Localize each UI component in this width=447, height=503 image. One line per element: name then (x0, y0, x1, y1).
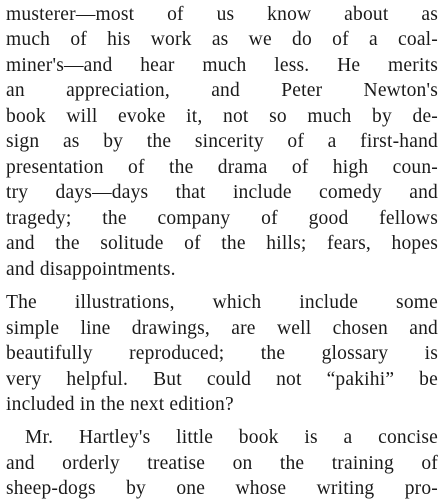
text-line: book will evoke it, not so much by de- (6, 106, 438, 127)
text-line: tragedy; the company of good fellows (6, 208, 438, 229)
text-line: included in the next edition? (6, 394, 234, 415)
text-line: simple line drawings, are well chosen and (6, 318, 438, 339)
text-line: very helpful. But could not “pakihi” be (6, 369, 438, 390)
text-line: much of his work as we do of a coal- (6, 29, 438, 50)
text-line: The illustrations, which include some (6, 292, 438, 313)
text-line: and the solitude of the hills; fears, hopes (6, 233, 438, 254)
text-line: beautifully reproduced; the glossary is (6, 343, 438, 364)
text-line: miner's—and hear much less. He merits (6, 55, 438, 76)
text-line: Mr. Hartley's little book is a concise (25, 427, 438, 448)
text-line: try days—days that include comedy and (6, 182, 438, 203)
text-line: musterer—most of us know about as (6, 4, 438, 25)
text-line: presentation of the drama of high coun- (6, 157, 438, 178)
text-line: and disappointments. (6, 259, 176, 280)
text-line: and orderly treatise on the training of (6, 453, 438, 474)
text-line: sign as by the sincerity of a first-hand (6, 131, 438, 152)
text-line: an appreciation, and Peter Newton's (6, 80, 438, 101)
text-line: sheep-dogs by one whose writing pro- (6, 478, 438, 499)
